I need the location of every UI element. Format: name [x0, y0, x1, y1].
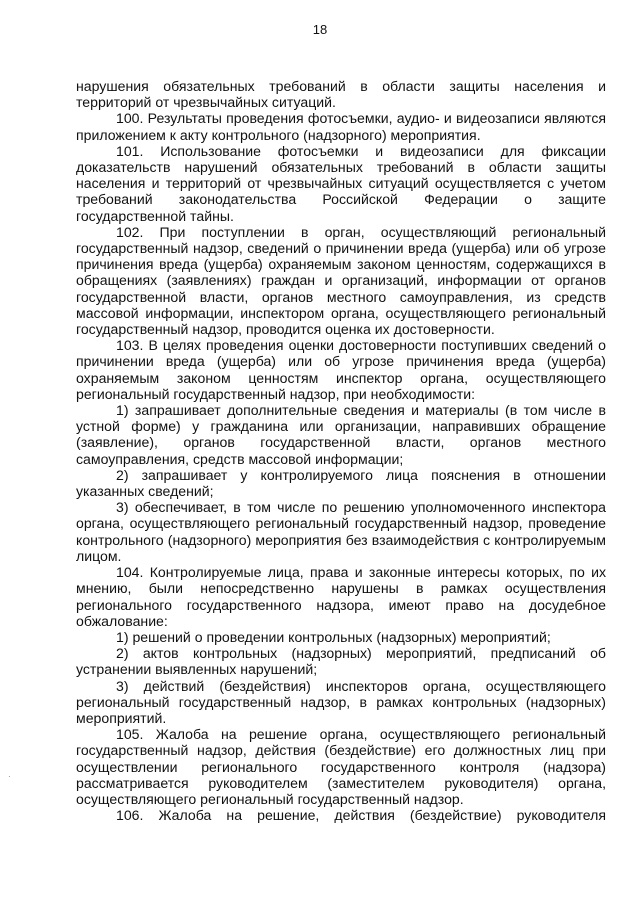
paragraph-106: 106. Жалоба на решение, действия (бездействие) руководителя	[116, 807, 606, 824]
paragraph-104-item-2: 2) актов контрольных (надзорных) мероприятий, предписаний об устранении выявленных нарушений;	[76, 645, 606, 678]
paragraph-continuation: нарушения обязательных требований в области защиты населения и территорий от чрезвычайных ситуаций.	[76, 78, 606, 111]
paragraph-104-item-3: 3) действий (бездействия) инспекторов органа, осуществляющего региональный государственный надзор, в рамках контрольных (надзорных) мероприятий.	[76, 677, 606, 726]
paragraph-101: 101. Использование фотосъемки и видеозаписи для фиксации доказательств нарушений обязательных требований в области защиты населения и территорий от чрезвычайных ситуаций осуществляется с учетом требований законодательства Российской Федерации о защите государственной тайны.	[76, 142, 606, 224]
paragraph-103-item-3: 3) обеспечивает, в том числе по решению уполномоченного инспектора органа, осуществляющего региональный государственный надзор, проведение контрольного (надзорного) мероприятия без взаимодействия с контролируемым лицом.	[76, 499, 606, 564]
paragraph-102: 102. При поступлении в орган, осуществляющий региональный государственный надзор, сведений о причинении вреда (ущерба) или об угрозе причинения вреда (ущерба) охраняемым законом ценностям, содержащихся в обращениях (заявлениях) граждан и организаций, информации от органов государственной власти, органов местного самоуправления, из средств массовой информации, инспектором органа, осуществляющего региональный государственный надзор, проводится оценка их достоверности.	[76, 223, 606, 338]
paragraph-104: 104. Контролируемые лица, права и законные интересы которых, по их мнению, были непосредственно нарушены в рамках осуществления регионального государственного надзора, имеют право на досудебное обжалование:	[76, 564, 606, 629]
paragraph-100: 100. Результаты проведения фотосъемки, аудио- и видеозаписи являются приложением к акту контрольного (надзорного) мероприятия.	[76, 110, 606, 143]
body-text	[76, 78, 606, 823]
paragraph-103: 103. В целях проведения оценки достоверности поступивших сведений о причинении вреда (ущерба) или об угрозе причинения вреда (ущерба) охраняемым законом ценностям инспектор органа, осуществляющего региональный государственный надзор, при необходимости:	[76, 337, 606, 402]
paragraph-103-item-1: 1) запрашивает дополнительные сведения и материалы (в том числе в устной форме) у гражданина или организации, направивших обращение (заявление), органов государственной власти, органов местного самоуправления, средств массовой информации;	[76, 402, 606, 467]
paragraph-104-item-1: 1) решений о проведении контрольных (надзорных) мероприятий;	[116, 628, 551, 645]
margin-dot: ·	[8, 772, 11, 781]
page-number: 18	[312, 22, 328, 37]
paragraph-103-item-2: 2) запрашивает у контролируемого лица пояснения в отношении указанных сведений;	[76, 466, 606, 500]
paragraph-105: 105. Жалоба на решение органа, осуществляющего региональный государственный надзор, действия (бездействие) его должностных лиц при осуществлении регионального государственного контроля (надзора) рассматривается руководителем (заместителем руководителя) органа, осуществляющего региональный государственный надзор.	[76, 726, 606, 807]
